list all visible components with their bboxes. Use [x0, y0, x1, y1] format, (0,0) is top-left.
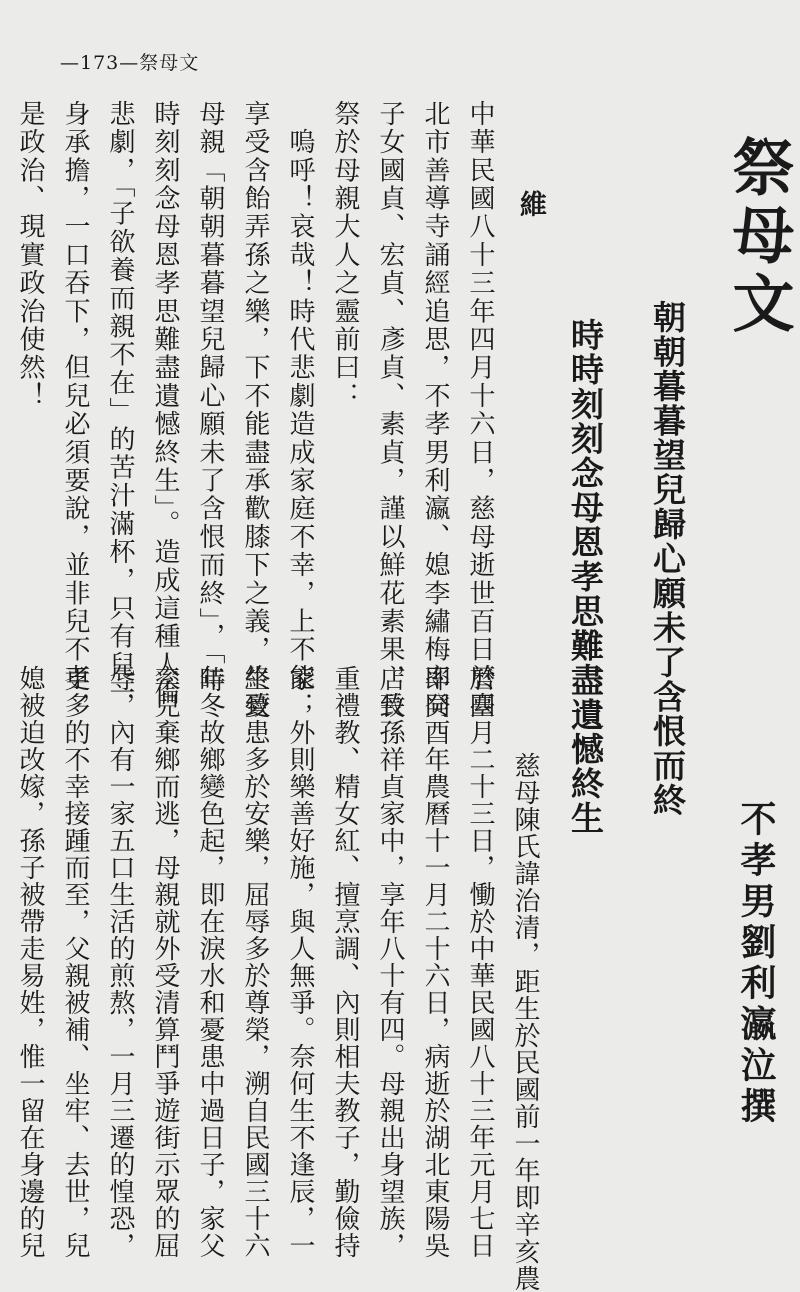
text-column: 率兒棄鄉而逃，母親就外受清算鬥爭遊街示眾的屈 — [150, 665, 180, 1259]
text-column: 即癸酉年農曆十一月二十六日，病逝於湖北東陽吳 — [420, 665, 450, 1259]
text-column: 是政治、現實政治使然！ — [15, 100, 45, 411]
text-column: 生憂患多於安樂，屈辱多於尊榮，溯自民國三十六 — [240, 665, 270, 1259]
text-column: 更多的不幸接踵而至，父親被補、坐牢、去世，兒 — [60, 665, 90, 1259]
text-column: 母親「朝朝暮暮望兒歸心願未了含恨而終」，「時 — [195, 100, 225, 695]
text-column: 時刻刻念母恩孝思難盡遺憾終生」。造成這種人倫 — [150, 100, 180, 708]
motto-line-2: 時時刻刻念母恩孝思難盡遺憾終生 — [566, 318, 605, 836]
essay-title: 祭母文 — [722, 135, 795, 339]
text-column: 享受含飴弄孫之樂，下不能盡承歡膝下之義，終致 — [240, 100, 270, 721]
motto-line-1: 朝朝暮暮望兒歸心願未了含恨而終 — [648, 300, 687, 818]
text-column: 曆四月二十三日，慟於中華民國八十三年元月七日 — [465, 665, 495, 1259]
text-column: 祭於母親大人之靈前曰： — [330, 100, 360, 411]
page-header: —173—祭母文 — [60, 52, 200, 74]
text-column: 家；外則樂善好施，與人無爭。奈何生不逢辰，一 — [285, 665, 315, 1259]
text-column: 身承擔，一口吞下，但兒必須要說，並非兒不孝， — [60, 100, 90, 721]
text-column: 北市善導寺誦經追思，不孝男利瀛、媳李繡梅率同 — [420, 100, 450, 721]
text-column: 媳被迫改嫁，孫子被帶走易姓，惟一留在身邊的兒 — [15, 665, 45, 1259]
author-line: 不孝男劉利瀛泣撰 — [735, 800, 776, 1128]
text-column: 店長孫祥貞家中，享年八十有四。母親出身望族， — [375, 665, 405, 1259]
text-column: 子女國貞、宏貞、彥貞、素貞，謹以鮮花素果，致 — [375, 100, 405, 721]
text-column: 慈母陳氏諱治清，距生於民國前一年即辛亥農 — [510, 725, 540, 1292]
text-column: 重禮教、精女紅、擅烹調、內則相夫教子，勤儉持 — [330, 665, 360, 1259]
text-column: 嗚呼！哀哉！時代悲劇造成家庭不幸，上不能 — [285, 100, 315, 693]
text-column: 中華民國八十三年四月十六日，慈母逝世百日於臺 — [465, 100, 495, 721]
opening-word: 維 — [515, 190, 546, 217]
text-column: 年冬故鄉變色起，即在淚水和憂患中過日子，家父 — [195, 665, 225, 1259]
text-column: 悲劇，「子欲養而親不在」的苦汁滿杯，只有兒一 — [105, 100, 135, 708]
text-column: 辱，內有一家五口生活的煎熬，一月三遷的惶恐， — [105, 665, 135, 1259]
